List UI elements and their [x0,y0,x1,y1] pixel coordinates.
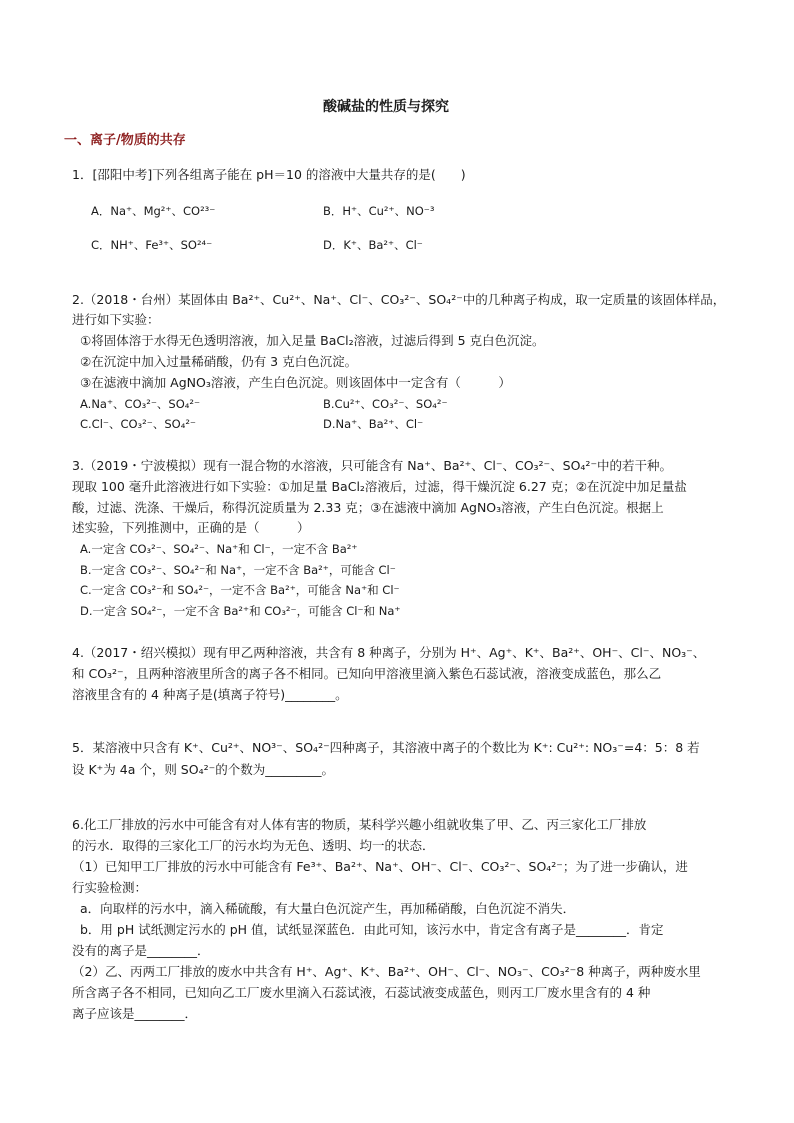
q2-option-a: A.Na⁺、CO₃²⁻、SO₄²⁻ [80,397,201,411]
q3-option-d: D.一定含 SO₄²⁻，一定不含 Ba²⁺和 CO₃²⁻，可能含 Cl⁻和 Na⁺ [80,604,401,618]
q6-line-8: （2）乙、丙两工厂排放的废水中共含有 H⁺、Ag⁺、K⁺、Ba²⁺、OH⁻、Cl⁻、NO₃⁻、CO₃²⁻8 种离子，两种废水里 [72,964,701,979]
q2-step-2: ②在沉淀中加入过量稀硝酸，仍有 3 克白色沉淀。 [80,354,358,369]
q1-option-b: B．H⁺、Cu²⁺、NO⁻³ [323,204,435,218]
q3-option-c: C.一定含 CO₃²⁻和 SO₄²⁻，一定不含 Ba²⁺，可能含 Na⁺和 Cl⁻ [80,583,400,597]
q3-line-2: 现取 100 毫升此溶液进行如下实验：①加足量 BaCl₂溶液后，过滤，得干燥沉淀 6.27 克；②在沉淀中加足量盐 [72,479,687,494]
q1-option-d: D．K⁺、Ba²⁺、Cl⁻ [323,238,423,252]
q3-line-1: 3.（2019・宁波模拟）现有一混合物的水溶液，只可能含有 Na⁺、Ba²⁺、Cl⁻、CO₃²⁻、SO₄²⁻中的若干种。 [72,458,673,473]
q1-stem: 1．[邵阳中考]下列各组离子能在 pH＝10 的溶液中大量共存的是( ) [72,167,466,182]
q5-line-1: 5．某溶液中只含有 K⁺、Cu²⁺、NO³⁻、SO₄²⁻四种离子，其溶液中离子的个数比为 K⁺: Cu²⁺: NO₃⁻=4：5：8 若 [72,740,700,755]
section-title: 一、离子/物质的共存 [64,133,186,148]
q6-line-9: 所含离子各不相同，已知向乙工厂废水里滴入石蕊试液，石蕊试液变成蓝色，则丙工厂废水里含有的 4 种 [72,985,651,1000]
q4-line-2: 和 CO₃²⁻，且两种溶液里所含的离子各不相同。已知向甲溶液里滴入紫色石蕊试液，溶液变成蓝色，那么乙 [72,666,662,681]
q3-option-b: B.一定含 CO₃²⁻、SO₄²⁻和 Na⁺，一定不含 Ba²⁺，可能含 Cl⁻ [80,563,396,577]
q1-option-a: A．Na⁺、Mg²⁺、CO²³⁻ [91,204,216,218]
q4-line-1: 4.（2017・绍兴模拟）现有甲乙两种溶液，共含有 8 种离子，分别为 H⁺、Ag⁺、K⁺、Ba²⁺、OH⁻、Cl⁻、NO₃⁻、 [72,645,706,660]
q6-line-1: 6.化工厂排放的污水中可能含有对人体有害的物质，某科学兴趣小组就收集了甲、乙、丙三家化工厂排放 [72,817,647,832]
q2-option-b: B.Cu²⁺、CO₃²⁻、SO₄²⁻ [323,397,448,411]
q5-line-2: 设 K⁺为 4a 个，则 SO₄²⁻的个数为_________。 [72,762,334,777]
q6-line-6: b．用 pH 试纸测定污水的 pH 值，试纸显深蓝色．由此可知，该污水中，肯定含有离子是________．肯定 [80,922,664,937]
page-title: 酸碱盐的性质与探究 [323,99,449,115]
q6-line-7: 没有的离子是________． [72,943,210,958]
q4-line-3: 溶液里含有的 4 种离子是(填离子符号)________。 [72,687,348,702]
q6-line-3: （1）已知甲工厂排放的污水中可能含有 Fe³⁺、Ba²⁺、Na⁺、OH⁻、Cl⁻、CO₃²⁻、SO₄²⁻；为了进一步确认，进 [72,859,688,874]
q2-option-d: D.Na⁺、Ba²⁺、Cl⁻ [323,417,424,431]
q1-option-c: C．NH⁺、Fe³⁺、SO²⁴⁻ [91,238,213,252]
q6-line-2: 的污水．取得的三家化工厂的污水均为无色、透明、均一的状态． [72,838,435,853]
q2-line-2: 进行如下实验： [72,312,160,327]
q3-line-4: 述实验，下列推测中，正确的是（ ） [72,520,310,535]
q6-line-4: 行实验检测： [72,880,148,895]
q6-line-5: a．向取样的污水中，滴入稀硫酸，有大量白色沉淀产生，再加稀硝酸，白色沉淀不消失． [80,901,576,916]
q2-option-c: C.Cl⁻、CO₃²⁻、SO₄²⁻ [80,417,196,431]
q3-option-a: A.一定含 CO₃²⁻、SO₄²⁻、Na⁺和 Cl⁻，一定不含 Ba²⁺ [80,542,358,556]
q2-line-1: 2.（2018・台州）某固体由 Ba²⁺、Cu²⁺、Na⁺、Cl⁻、CO₃²⁻、SO₄²⁻中的几种离子构成，取一定质量的该固体样品， [72,292,726,307]
q2-step-1: ①将固体溶于水得无色透明溶液，加入足量 BaCl₂溶液，过滤后得到 5 克白色沉淀。 [80,333,545,348]
q3-line-3: 酸，过滤、洗涤、干燥后，称得沉淀质量为 2.33 克；③在滤液中滴加 AgNO₃溶液，产生白色沉淀。根据上 [72,500,664,515]
q6-line-10: 离子应该是________． [72,1006,198,1021]
q2-step-3: ③在滤液中滴加 AgNO₃溶液，产生白色沉淀。则该固体中一定含有（ ） [80,375,511,390]
